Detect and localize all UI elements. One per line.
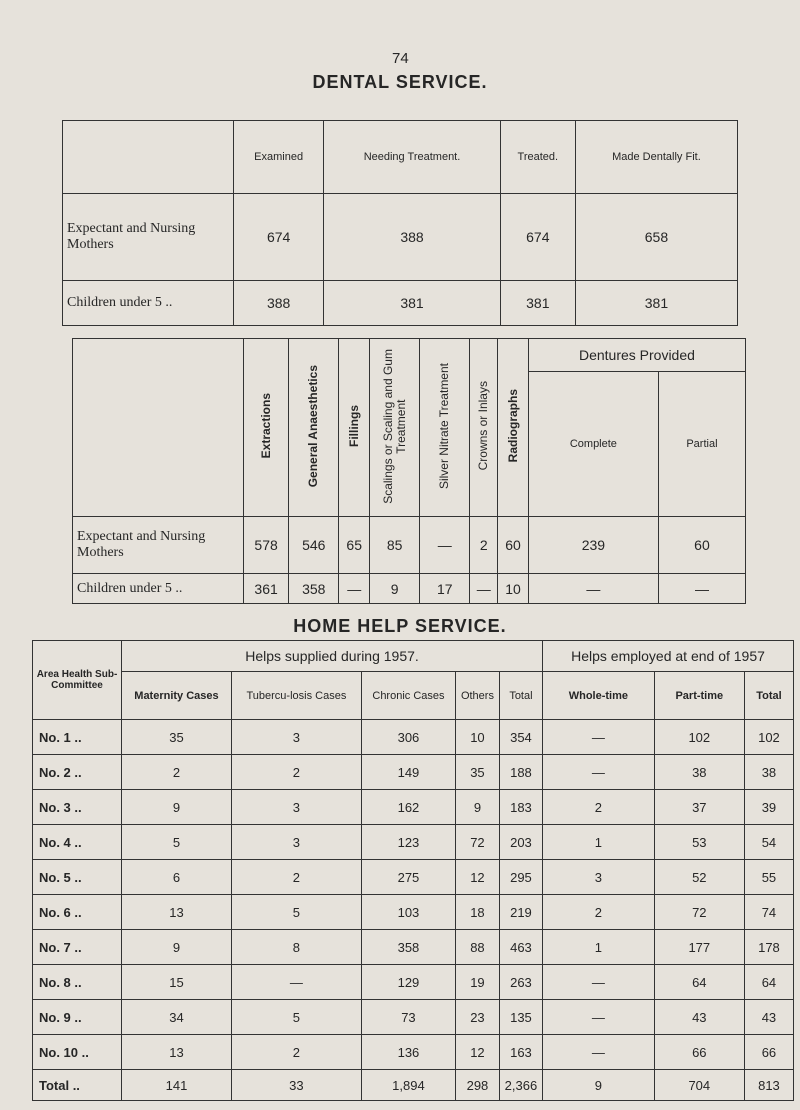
header-maternity: Maternity Cases [122, 672, 232, 720]
cell: 35 [122, 720, 232, 755]
header-examined: Examined [234, 121, 324, 194]
cell: 381 [324, 281, 501, 326]
header-total-supplied: Total [499, 672, 542, 720]
cell: 10 [456, 720, 500, 755]
cell: 39 [744, 790, 793, 825]
table-row [33, 755, 794, 790]
cell: 2 [470, 516, 498, 574]
total-row [33, 1070, 794, 1101]
cell: 813 [744, 1070, 793, 1101]
cell: — [543, 965, 655, 1000]
cell: 354 [499, 720, 542, 755]
cell: 2 [543, 790, 655, 825]
cell: 19 [456, 965, 500, 1000]
cell: 35 [456, 755, 500, 790]
cell: 65 [339, 516, 370, 574]
row-label: Children under 5 .. [63, 281, 234, 326]
cell: 72 [654, 895, 744, 930]
table-row [33, 860, 794, 895]
cell: 10 [498, 574, 529, 604]
cell: 3 [231, 825, 361, 860]
dental-service-title: DENTAL SERVICE. [312, 72, 488, 92]
cell: 102 [654, 720, 744, 755]
cell: 306 [361, 720, 455, 755]
table-row [33, 930, 794, 965]
cell: 2 [231, 755, 361, 790]
cell: 60 [498, 516, 529, 574]
header-helps-supplied: Helps supplied during 1957. [122, 641, 543, 672]
cell: 2 [122, 755, 232, 790]
cell: 2 [543, 895, 655, 930]
cell: 578 [244, 516, 289, 574]
home-help-service-title: HOME HELP SERVICE. [293, 616, 507, 636]
cell: 704 [654, 1070, 744, 1101]
cell: 85 [370, 516, 420, 574]
cell: 5 [122, 825, 232, 860]
cell: 2,366 [499, 1070, 542, 1101]
cell: 33 [231, 1070, 361, 1101]
cell: — [658, 574, 745, 604]
cell: 5 [231, 1000, 361, 1035]
home-help-table [32, 640, 794, 1101]
header-general-anaesthetics: General Anaesthetics [289, 339, 339, 517]
cell: 2 [231, 860, 361, 895]
cell: 73 [361, 1000, 455, 1035]
cell: 66 [744, 1035, 793, 1070]
cell: 9 [370, 574, 420, 604]
header-crowns-inlays: Crowns or Inlays [470, 339, 498, 517]
cell: — [543, 1000, 655, 1035]
cell: 74 [744, 895, 793, 930]
total-label: Total .. [33, 1070, 122, 1101]
cell: 1 [543, 930, 655, 965]
cell: 23 [456, 1000, 500, 1035]
cell: 388 [234, 281, 324, 326]
row-label: No. 10 .. [33, 1035, 122, 1070]
table-row [33, 720, 794, 755]
table-row [63, 194, 738, 281]
header-dentures-provided: Dentures Provided [528, 339, 745, 372]
cell: 463 [499, 930, 542, 965]
header-area: Area Health Sub-Committee [33, 641, 122, 720]
header-needing-treatment: Needing Treatment. [324, 121, 501, 194]
cell: 123 [361, 825, 455, 860]
cell: 102 [744, 720, 793, 755]
cell: 72 [456, 825, 500, 860]
cell: 1 [543, 825, 655, 860]
row-label: No. 6 .. [33, 895, 122, 930]
table-row [33, 965, 794, 1000]
cell: 136 [361, 1035, 455, 1070]
cell: 53 [654, 825, 744, 860]
cell: 361 [244, 574, 289, 604]
cell: 52 [654, 860, 744, 895]
cell: 64 [744, 965, 793, 1000]
cell: 263 [499, 965, 542, 1000]
corner-cell [73, 339, 244, 517]
cell: 295 [499, 860, 542, 895]
header-partial: Partial [658, 372, 745, 517]
header-tuberculosis: Tubercu-losis Cases [231, 672, 361, 720]
cell: 38 [654, 755, 744, 790]
cell: 135 [499, 1000, 542, 1035]
cell: 13 [122, 1035, 232, 1070]
cell: 17 [420, 574, 470, 604]
cell: 674 [500, 194, 575, 281]
table-row [63, 281, 738, 326]
cell: 64 [654, 965, 744, 1000]
cell: 275 [361, 860, 455, 895]
cell: 163 [499, 1035, 542, 1070]
header-helps-employed: Helps employed at end of 1957 [543, 641, 794, 672]
cell: 141 [122, 1070, 232, 1101]
cell: 37 [654, 790, 744, 825]
cell: 5 [231, 895, 361, 930]
table-row [73, 516, 746, 574]
header-others: Others [456, 672, 500, 720]
cell: 43 [744, 1000, 793, 1035]
header-made-dentally-fit: Made Dentally Fit. [575, 121, 737, 194]
table-row [33, 1035, 794, 1070]
cell: 658 [575, 194, 737, 281]
row-label: Expectant and Nursing Mothers [63, 194, 234, 281]
header-part-time: Part-time [654, 672, 744, 720]
cell: 9 [122, 930, 232, 965]
cell: 298 [456, 1070, 500, 1101]
cell: — [470, 574, 498, 604]
cell: 66 [654, 1035, 744, 1070]
cell: 177 [654, 930, 744, 965]
cell: 162 [361, 790, 455, 825]
cell: 38 [744, 755, 793, 790]
cell: — [339, 574, 370, 604]
cell: 3 [543, 860, 655, 895]
cell: — [231, 965, 361, 1000]
cell: 188 [499, 755, 542, 790]
cell: 381 [575, 281, 737, 326]
cell: 1,894 [361, 1070, 455, 1101]
row-label: No. 1 .. [33, 720, 122, 755]
cell: 149 [361, 755, 455, 790]
cell: 203 [499, 825, 542, 860]
cell: 6 [122, 860, 232, 895]
cell: 88 [456, 930, 500, 965]
row-label: No. 4 .. [33, 825, 122, 860]
cell: 129 [361, 965, 455, 1000]
cell: 12 [456, 1035, 500, 1070]
header-fillings: Fillings [339, 339, 370, 517]
row-label: No. 8 .. [33, 965, 122, 1000]
table-row [33, 790, 794, 825]
row-label: No. 5 .. [33, 860, 122, 895]
cell: 3 [231, 790, 361, 825]
row-label: Children under 5 .. [73, 574, 244, 604]
cell: — [543, 720, 655, 755]
cell: 34 [122, 1000, 232, 1035]
dental-examination-table [62, 120, 738, 326]
cell: 239 [528, 516, 658, 574]
dental-treatment-table [72, 338, 746, 604]
row-label: No. 2 .. [33, 755, 122, 790]
row-label: Expectant and Nursing Mothers [73, 516, 244, 574]
cell: 9 [456, 790, 500, 825]
cell: 54 [744, 825, 793, 860]
cell: 55 [744, 860, 793, 895]
header-complete: Complete [528, 372, 658, 517]
cell: 183 [499, 790, 542, 825]
cell: 3 [231, 720, 361, 755]
cell: 358 [361, 930, 455, 965]
header-total-employed: Total [744, 672, 793, 720]
cell: 103 [361, 895, 455, 930]
cell: 13 [122, 895, 232, 930]
cell: 674 [234, 194, 324, 281]
cell: 2 [231, 1035, 361, 1070]
row-label: No. 7 .. [33, 930, 122, 965]
row-label: No. 3 .. [33, 790, 122, 825]
header-radiographs: Radiographs [498, 339, 529, 517]
cell: 381 [500, 281, 575, 326]
row-label: No. 9 .. [33, 1000, 122, 1035]
header-chronic: Chronic Cases [361, 672, 455, 720]
cell: 178 [744, 930, 793, 965]
cell: 43 [654, 1000, 744, 1035]
cell: 9 [543, 1070, 655, 1101]
cell: 219 [499, 895, 542, 930]
cell: 546 [289, 516, 339, 574]
header-whole-time: Whole-time [543, 672, 655, 720]
cell: 358 [289, 574, 339, 604]
header-extractions: Extractions [244, 339, 289, 517]
cell: — [543, 755, 655, 790]
corner-cell [63, 121, 234, 194]
header-scalings: Scalings or Scaling and Gum Treatment [370, 339, 420, 517]
cell: 60 [658, 516, 745, 574]
table-row [73, 574, 746, 604]
cell: 388 [324, 194, 501, 281]
header-silver-nitrate: Silver Nitrate Treatment [420, 339, 470, 517]
cell: 15 [122, 965, 232, 1000]
table-row [33, 895, 794, 930]
cell: 8 [231, 930, 361, 965]
cell: — [543, 1035, 655, 1070]
cell: 18 [456, 895, 500, 930]
table-row [33, 825, 794, 860]
cell: — [420, 516, 470, 574]
page-number: 74 [392, 50, 409, 67]
table-row [33, 1000, 794, 1035]
header-treated: Treated. [500, 121, 575, 194]
cell: 12 [456, 860, 500, 895]
cell: 9 [122, 790, 232, 825]
cell: — [528, 574, 658, 604]
